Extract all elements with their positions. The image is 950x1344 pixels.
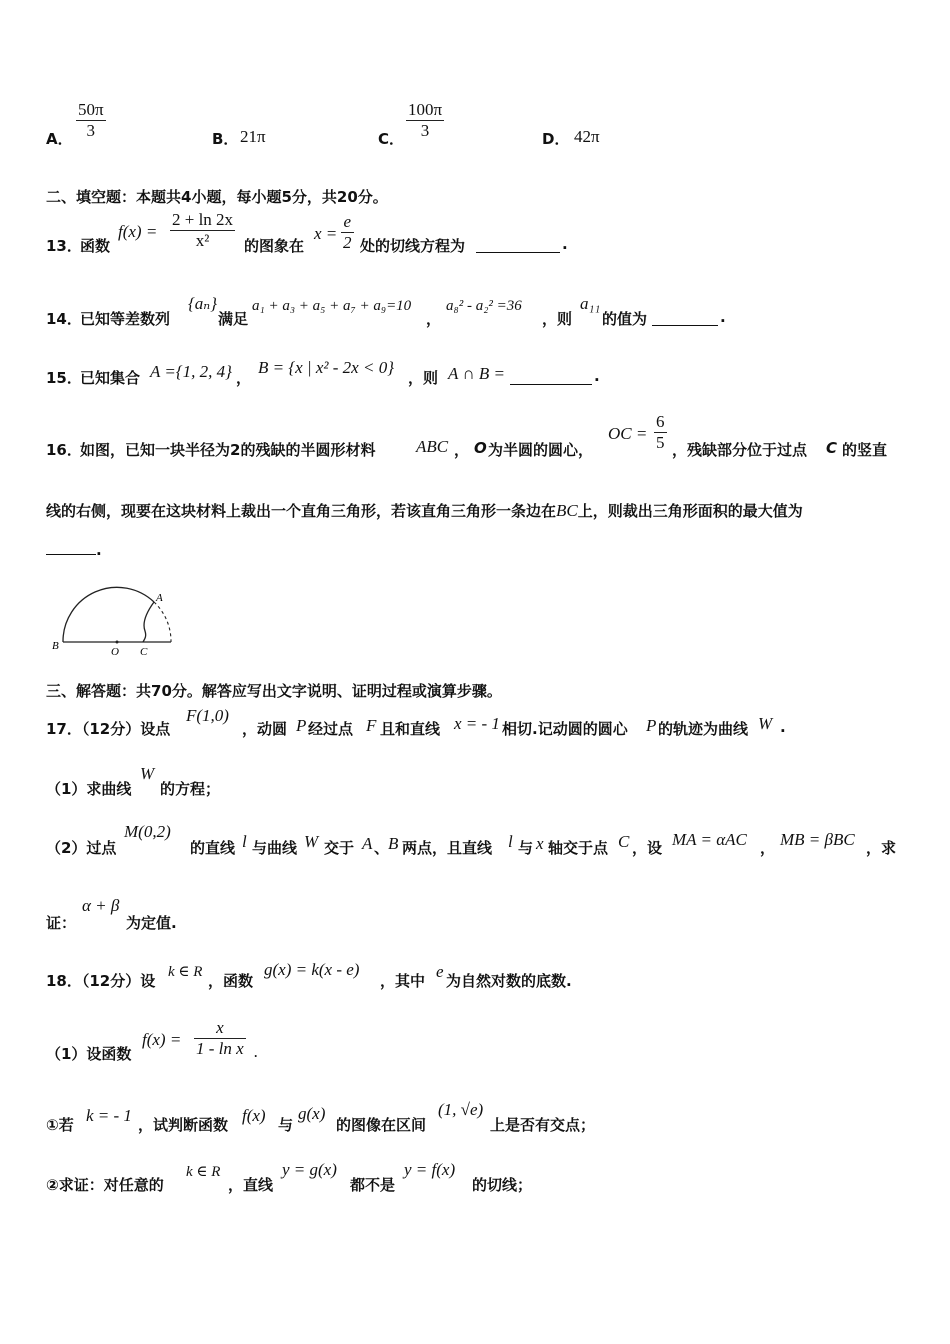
q17-text5: 的轨迹为曲线 bbox=[658, 720, 749, 738]
q16-text5: 的竖直 bbox=[842, 441, 888, 459]
q17-p1-w: W bbox=[140, 764, 155, 783]
q18-p1-fraction: $\frac{x}{\text{1 - ln x}}$ bbox=[196, 1018, 244, 1058]
q17-p2-a-pt: A bbox=[362, 834, 373, 853]
question-18 bbox=[46, 956, 926, 992]
q13-text1: 函数 bbox=[80, 237, 111, 255]
q17-p2-ma: MA = αAC bbox=[672, 830, 747, 849]
q17-part2 bbox=[46, 820, 926, 860]
q18-c2-d: 的切线； bbox=[472, 1176, 533, 1194]
q17-p2-f: 两点，且直线 bbox=[402, 839, 493, 857]
q18-part1 bbox=[46, 1018, 646, 1066]
figure-label-o: O bbox=[111, 646, 119, 658]
q18-c2-c: 都不是 bbox=[350, 1176, 396, 1194]
q14-text2: 满足 bbox=[218, 310, 249, 328]
q13-e-fraction: $\frac{e}{2}$ bbox=[343, 212, 352, 252]
q14-comma: ， bbox=[426, 310, 442, 328]
choice-c-value: $\frac{100\pi}{3}$ bbox=[408, 100, 443, 140]
q17-end: . bbox=[780, 718, 786, 736]
q18-c1-interval: (1, √e) bbox=[438, 1100, 484, 1119]
q17-p: P bbox=[296, 716, 307, 735]
q17-p2-j: ， bbox=[760, 839, 776, 857]
q13-number: 13． bbox=[46, 237, 82, 255]
figure-label-a: A bbox=[156, 592, 163, 604]
q17-f: F bbox=[366, 716, 377, 735]
q13-text3: 处的切线方程为 bbox=[360, 237, 466, 255]
q17-p2-x: x bbox=[536, 834, 544, 853]
q14-number: 14． bbox=[46, 310, 82, 328]
q18-c1-k: k = - 1 bbox=[86, 1106, 132, 1125]
q17-point-f: F(1,0) bbox=[186, 706, 229, 725]
choice-d-value: 42π bbox=[574, 127, 600, 146]
q17-p2-c: 与曲线 bbox=[252, 839, 298, 857]
q18-g: g(x) = k(x - e) bbox=[264, 960, 360, 979]
q14-text4: 的值为 bbox=[602, 310, 648, 328]
q16-text1: 如图，已知一块半径为2的残缺的半圆形材料 bbox=[80, 441, 376, 459]
q16-end: . bbox=[96, 541, 102, 559]
q17-p2-end: 为定值. bbox=[126, 914, 177, 932]
q18-c2-y1: y = g(x) bbox=[282, 1160, 337, 1179]
q14-answer-blank[interactable] bbox=[652, 309, 718, 326]
q17-p2-m: M(0,2) bbox=[124, 822, 171, 841]
q17-text3: 且和直线 bbox=[380, 720, 441, 738]
q18-p1-text: （1）设函数 bbox=[46, 1045, 132, 1063]
q17-w: W bbox=[758, 714, 773, 733]
q17-p2-alpha-beta: α + β bbox=[82, 896, 120, 915]
q17-head: 17．（12分）设点 bbox=[46, 720, 171, 738]
q18-c1-d: 的图像在区间 bbox=[336, 1116, 427, 1134]
question-16 bbox=[46, 410, 926, 460]
q15-answer-blank[interactable] bbox=[510, 368, 592, 385]
section2-heading: 二、填空题：本题共4小题，每小题5分，共20分。 bbox=[46, 188, 388, 206]
q17-p2-e: 、 bbox=[374, 839, 390, 857]
q18-case1 bbox=[46, 1100, 926, 1136]
q17-p2-b-pt: B bbox=[388, 834, 399, 853]
q17-p2-b: 的直线 bbox=[190, 839, 236, 857]
choice-a-value: $\frac{50\pi}{3}$ bbox=[78, 100, 104, 140]
choice-c-label: C． bbox=[378, 130, 405, 148]
q17-p2-mb: MB = βBC bbox=[780, 830, 855, 849]
q13-fraction: $\frac{2 + \ln 2x}{\text{x²}}$ bbox=[172, 210, 234, 250]
q18-c2-y2: y = f(x) bbox=[404, 1160, 456, 1179]
q15-text1: 已知集合 bbox=[80, 369, 141, 387]
q15-comma: ， bbox=[236, 369, 252, 387]
q18-head: 18．（12分）设 bbox=[46, 972, 156, 990]
q18-case2 bbox=[46, 1158, 926, 1194]
q17-text2: 经过点 bbox=[308, 720, 354, 738]
q17-p2-g: 与 bbox=[518, 839, 534, 857]
q17-p1-text: （1）求曲线 bbox=[46, 780, 132, 798]
q16-oc: OC = bbox=[608, 424, 648, 443]
q17-p2-c-pt: C bbox=[618, 832, 630, 851]
q17-p2-w: W bbox=[304, 832, 319, 851]
q16-line3 bbox=[46, 538, 102, 559]
q15-end: . bbox=[594, 367, 600, 385]
q18-c1-f: f(x) bbox=[242, 1106, 266, 1125]
choice-b-value: 21π bbox=[240, 127, 266, 146]
q18-text2: ，其中 bbox=[380, 972, 426, 990]
q13-xeq: x = bbox=[314, 224, 338, 243]
choice-b-label: B． bbox=[212, 130, 239, 148]
choice-d-label: D． bbox=[542, 130, 570, 148]
q17-p2-a: （2）过点 bbox=[46, 839, 117, 857]
q13-text2: 的图象在 bbox=[244, 237, 305, 255]
q16-line2b: 上，则裁出三角形面积的最大值为 bbox=[577, 502, 803, 520]
section3-heading: 三、解答题：共70分。解答应写出文字说明、证明过程或演算步骤。 bbox=[46, 682, 502, 700]
q18-c1-c: 与 bbox=[278, 1116, 294, 1134]
q18-c1-g: g(x) bbox=[298, 1104, 326, 1123]
figure-broken-edge bbox=[143, 602, 154, 642]
q17-line: x = - 1 bbox=[454, 714, 500, 733]
q18-e: e bbox=[436, 962, 444, 981]
question-14 bbox=[46, 294, 926, 330]
q18-p1-f: f(x) = bbox=[142, 1030, 182, 1049]
q13-end: . bbox=[562, 235, 568, 253]
question-15 bbox=[46, 350, 926, 390]
q17-text1: ，动圆 bbox=[242, 720, 288, 738]
q17-p2-l2: l bbox=[508, 832, 513, 851]
q16-text4: ，残缺部分位于过点 bbox=[672, 441, 808, 459]
semicircle-figure bbox=[46, 585, 181, 660]
q17-p2-i: ，设 bbox=[632, 839, 663, 857]
q18-text3: 为自然对数的底数. bbox=[446, 972, 572, 990]
q16-abc: ABC bbox=[416, 437, 449, 456]
figure-center-point bbox=[116, 641, 119, 644]
q14-end: . bbox=[720, 308, 726, 326]
q16-text2: ， bbox=[454, 441, 470, 459]
q18-text1: ，函数 bbox=[208, 972, 254, 990]
q18-c1-b: ，试判断函数 bbox=[138, 1116, 229, 1134]
q15-number: 15． bbox=[46, 369, 82, 387]
q16-bc: BC bbox=[556, 501, 578, 520]
q14-cond1: a₁ + a₃ + a₅ + a₇ + a₉=10 bbox=[252, 298, 412, 314]
q14-a11: a₁₁ bbox=[580, 294, 601, 313]
question-17 bbox=[46, 704, 926, 740]
q16-line2 bbox=[46, 500, 803, 521]
q17-p2: P bbox=[646, 716, 657, 735]
q15-text2: ，则 bbox=[408, 369, 439, 387]
q18-c2-a: ②求证：对任意的 bbox=[46, 1176, 164, 1194]
q17-p2-prove: 证： bbox=[46, 914, 77, 932]
q16-line2a: 线的右侧，现要在这块材料上裁出一个直角三角形，若该直角三角形一条边在 bbox=[46, 502, 557, 520]
q17-p2-k: ，求 bbox=[866, 839, 897, 857]
q16-number: 16． bbox=[46, 441, 82, 459]
q14-text3: ，则 bbox=[542, 310, 573, 328]
q16-c: C bbox=[826, 439, 838, 457]
q17-part2-cont bbox=[46, 896, 446, 932]
figure-arc bbox=[63, 587, 154, 642]
q18-c2-b: ，直线 bbox=[228, 1176, 274, 1194]
question-13 bbox=[46, 210, 926, 258]
q13-fx: f(x) = bbox=[118, 222, 158, 241]
q17-p2-d: 交于 bbox=[324, 839, 355, 857]
q17-p2-l: l bbox=[242, 832, 247, 851]
q14-seq: {aₙ} bbox=[188, 294, 217, 313]
q15-setA: A ={1, 2, 4} bbox=[150, 362, 232, 381]
choice-a-label: A． bbox=[46, 130, 73, 148]
q17-part1 bbox=[46, 762, 646, 798]
q17-p2-h: 轴交于点 bbox=[548, 839, 609, 857]
q15-setB: B = {x | x² - 2x < 0} bbox=[258, 358, 394, 377]
q16-answer-blank[interactable] bbox=[46, 538, 96, 555]
q16-oc-fraction: $\frac{6}{5}$ bbox=[656, 412, 665, 452]
figure-label-c: C bbox=[140, 646, 148, 658]
q18-k: k ∈ R bbox=[168, 964, 203, 980]
q18-p1-end: . bbox=[254, 1042, 259, 1061]
figure-missing-arc bbox=[154, 602, 171, 642]
q18-c1-e: 上是否有交点； bbox=[490, 1116, 596, 1134]
q18-c2-k: k ∈ R bbox=[186, 1164, 221, 1180]
q13-answer-blank[interactable] bbox=[476, 236, 560, 253]
q14-cond2: a₈² - a₂² =36 bbox=[446, 298, 522, 314]
q15-expr: A ∩ B = bbox=[448, 364, 505, 383]
figure-label-b: B bbox=[52, 640, 59, 652]
q17-text4: 相切.记动圆的圆心 bbox=[502, 720, 628, 738]
q14-text1: 已知等差数列 bbox=[80, 310, 171, 328]
q16-o: O bbox=[474, 439, 487, 457]
q17-p1-text2: 的方程； bbox=[160, 780, 221, 798]
q18-c1-a: ①若 bbox=[46, 1116, 74, 1134]
q16-text3: 为半圆的圆心， bbox=[488, 441, 594, 459]
